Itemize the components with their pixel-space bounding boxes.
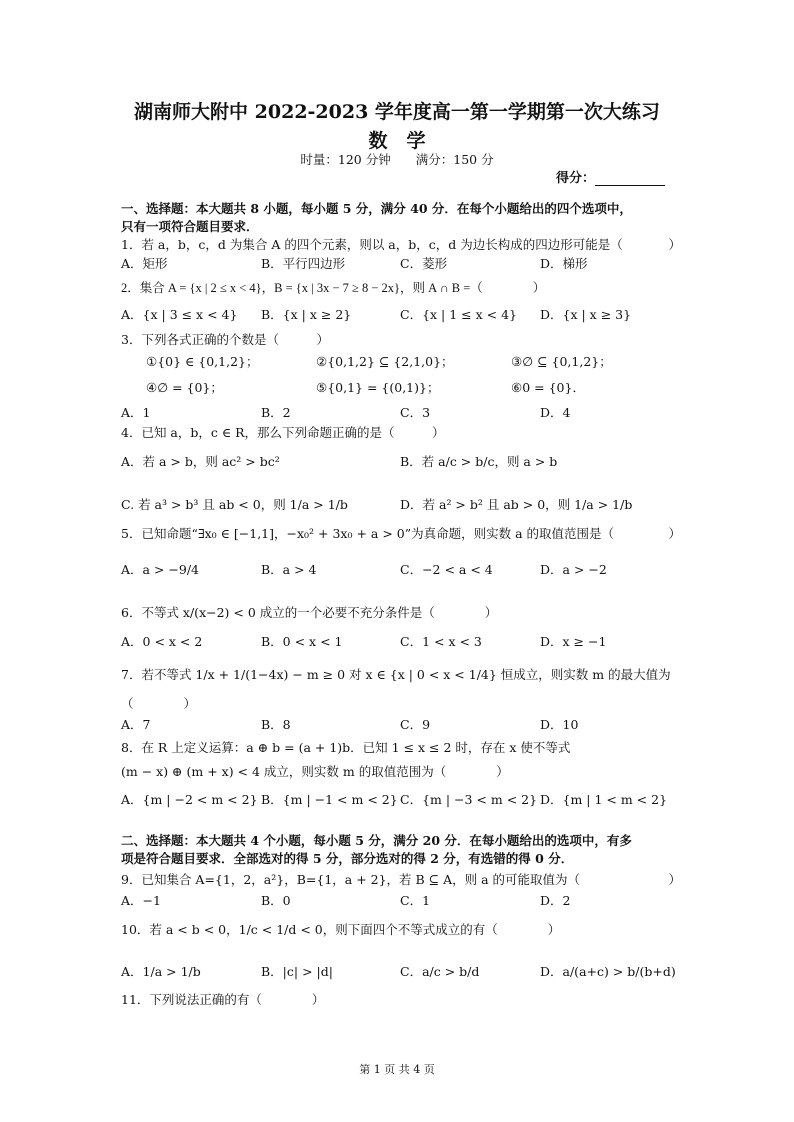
option-a: A．{m | −2 < m < 2} bbox=[121, 792, 258, 807]
question-3-text: 3．下列各式正确的个数是（ ） bbox=[121, 332, 329, 347]
option-a: A．1/a > 1/b bbox=[121, 964, 201, 979]
option-c: C. 若 a³ > b³ 且 ab < 0，则 1/a > 1/b bbox=[121, 497, 348, 512]
option-c: C．1 < x < 3 bbox=[400, 634, 482, 649]
question-9-text: 9．已知集合 A={1，2，a²}，B={1，a + 2}，若 B ⊆ A，则 a 的可能取值为（ bbox=[121, 872, 581, 887]
option-c: C．3 bbox=[400, 405, 431, 420]
question-5-options bbox=[121, 560, 681, 580]
question-8-text-cont: (m − x) ⊕ (m + x) < 4 成立，则实数 m 的取值范围为（ ） bbox=[121, 764, 509, 779]
question-7-paren bbox=[121, 694, 681, 714]
question-8-stem bbox=[121, 738, 681, 758]
question-1-stem bbox=[121, 235, 681, 255]
statement-1: ①{0} ∈ {0,1,2}； bbox=[146, 354, 259, 369]
question-3-options bbox=[121, 403, 681, 423]
option-b: B．{x | x ≥ 2} bbox=[261, 307, 352, 322]
option-a: A．{x | 3 ≤ x < 4} bbox=[121, 307, 238, 322]
option-b: B．平行四边形 bbox=[261, 256, 346, 271]
option-a: A．7 bbox=[121, 717, 151, 732]
question-8-options bbox=[121, 790, 681, 810]
option-c: C．菱形 bbox=[400, 256, 448, 271]
question-5-text: 5．已知命题“∃x₀ ∈ [−1,1]，−x₀² + 3x₀ + a > 0”为真命题，则实数 a 的取值范围是（ bbox=[121, 526, 615, 541]
question-9-stem bbox=[121, 870, 681, 890]
question-4-options-row2 bbox=[121, 495, 681, 515]
answer-paren: ） bbox=[668, 872, 681, 887]
option-b: B．|c| > |d| bbox=[261, 964, 333, 979]
page-footer: 第 1 页 共 4 页 bbox=[359, 1063, 435, 1076]
time-info: 时量：120 分钟 满分：150 分 bbox=[300, 152, 494, 167]
question-5-stem bbox=[121, 524, 681, 544]
option-c: C．{x | 1 ≤ x < 4} bbox=[400, 307, 517, 322]
option-a: A．−1 bbox=[121, 893, 161, 908]
statement-6: ⑥0 = {0}． bbox=[511, 380, 585, 395]
option-d: D．a/(a+c) > b/(b+d) bbox=[540, 964, 676, 979]
question-3-items-row1 bbox=[146, 352, 706, 372]
subject-title: 数 学 bbox=[368, 130, 426, 152]
question-4-text: 4．已知 a，b，c ∈ R，那么下列命题正确的是（ ） bbox=[121, 425, 445, 440]
question-8-text: 8．在 R 上定义运算：a ⊕ b = (a + 1)b．已知 1 ≤ x ≤ 2 时，存在 x 使不等式 bbox=[121, 740, 571, 755]
section2-heading: 二、选择题：本大题共 4 个小题，每小题 5 分，满分 20 分．在每小题给出的选项中，有多 bbox=[121, 833, 632, 848]
option-d: D．4 bbox=[540, 405, 571, 420]
question-6-options bbox=[121, 632, 681, 652]
score-field bbox=[556, 167, 665, 186]
option-a: A．若 a > b，则 ac² > bc² bbox=[121, 454, 280, 469]
section1-heading: 一、选择题：本大题共 8 小题，每小题 5 分，满分 40 分．在每个小题给出的四个选项中， bbox=[121, 201, 632, 216]
option-c: C．9 bbox=[400, 717, 431, 732]
question-6-stem bbox=[121, 603, 681, 623]
option-a: A．0 < x < 2 bbox=[121, 634, 203, 649]
question-3-items-row2 bbox=[146, 378, 706, 398]
question-4-options-row1 bbox=[121, 452, 681, 472]
question-4-stem bbox=[121, 423, 681, 443]
option-c: C．{m | −3 < m < 2} bbox=[400, 792, 538, 807]
score-blank bbox=[595, 171, 665, 186]
statement-2: ②{0,1,2} ⊆ {2,1,0}； bbox=[316, 354, 454, 369]
question-10-stem bbox=[121, 920, 681, 940]
option-b: B．a > 4 bbox=[261, 562, 317, 577]
option-a: A．矩形 bbox=[121, 256, 168, 271]
option-c: C．−2 < a < 4 bbox=[400, 562, 493, 577]
question-9-options bbox=[121, 891, 681, 911]
question-2-stem bbox=[121, 278, 681, 298]
option-d: D．若 a² > b² 且 ab > 0，则 1/a > 1/b bbox=[400, 497, 633, 512]
answer-paren: （ ） bbox=[121, 696, 197, 711]
question-11-text: 11．下列说法正确的有（ ） bbox=[121, 992, 325, 1007]
option-a: A．1 bbox=[121, 405, 151, 420]
question-7-text: 7．若不等式 1/x + 1/(1−4x) − m ≥ 0 对 x ∈ {x | 0 < x < 1/4} 恒成立，则实数 m 的最大值为 bbox=[121, 667, 671, 682]
option-b: B．2 bbox=[261, 405, 291, 420]
question-3-stem bbox=[121, 330, 681, 350]
option-b: B．0 < x < 1 bbox=[261, 634, 343, 649]
question-10-options bbox=[121, 962, 681, 982]
option-d: D．a > −2 bbox=[540, 562, 607, 577]
section2-heading-cont: 项是符合题目要求．全部选对的得 5 分，部分选对的得 2 分，有选错的得 0 分． bbox=[121, 851, 574, 866]
option-b: B．8 bbox=[261, 717, 291, 732]
question-2-options bbox=[121, 305, 681, 325]
option-b: B．0 bbox=[261, 893, 291, 908]
question-8-stem-cont bbox=[121, 762, 681, 782]
statement-4: ④∅ = {0}； bbox=[146, 380, 223, 395]
question-7-options bbox=[121, 715, 681, 735]
option-d: D．梯形 bbox=[540, 256, 588, 271]
answer-paren: ） bbox=[668, 237, 681, 252]
option-d: D．{x | x ≥ 3} bbox=[540, 307, 632, 322]
option-d: D．10 bbox=[540, 717, 579, 732]
question-2-text: 2．集合 A = {x | 2 ≤ x < 4}，B = {x | 3x − 7 ≥ 8 − 2x}，则 A ∩ B =（ ） bbox=[121, 281, 546, 295]
option-a: A．a > −9/4 bbox=[121, 562, 199, 577]
option-d: D．x ≥ −1 bbox=[540, 634, 607, 649]
section1-heading-cont: 只有一项符合题目要求． bbox=[121, 219, 259, 234]
option-b: B．{m | −1 < m < 2} bbox=[261, 792, 398, 807]
option-c: C．a/c > b/d bbox=[400, 964, 480, 979]
option-b: B．若 a/c > b/c，则 a > b bbox=[400, 454, 558, 469]
option-d: D．2 bbox=[540, 893, 571, 908]
answer-paren: ） bbox=[668, 526, 681, 541]
question-6-text: 6．不等式 x/(x−2) < 0 成立的一个必要不充分条件是（ ） bbox=[121, 605, 498, 620]
question-1-text: 1．若 a，b，c，d 为集合 A 的四个元素，则以 a，b，c，d 为边长构成的四边形可能是（ bbox=[121, 237, 623, 252]
statement-3: ③∅ ⊆ {0,1,2}； bbox=[511, 354, 612, 369]
exam-title: 湖南师大附中 2022-2023 学年度高一第一学期第一次大练习 bbox=[134, 101, 660, 123]
statement-5: ⑤{0,1} = {(0,1)}； bbox=[316, 380, 440, 395]
question-11-stem bbox=[121, 990, 681, 1010]
question-10-text: 10．若 a < b < 0，1/c < 1/d < 0，则下面四个不等式成立的有（ ） bbox=[121, 922, 561, 937]
option-d: D．{m | 1 < m < 2} bbox=[540, 792, 668, 807]
question-7-stem bbox=[121, 665, 681, 685]
score-label: 得分： bbox=[556, 171, 596, 186]
question-1-options bbox=[121, 254, 681, 274]
option-c: C．1 bbox=[400, 893, 431, 908]
